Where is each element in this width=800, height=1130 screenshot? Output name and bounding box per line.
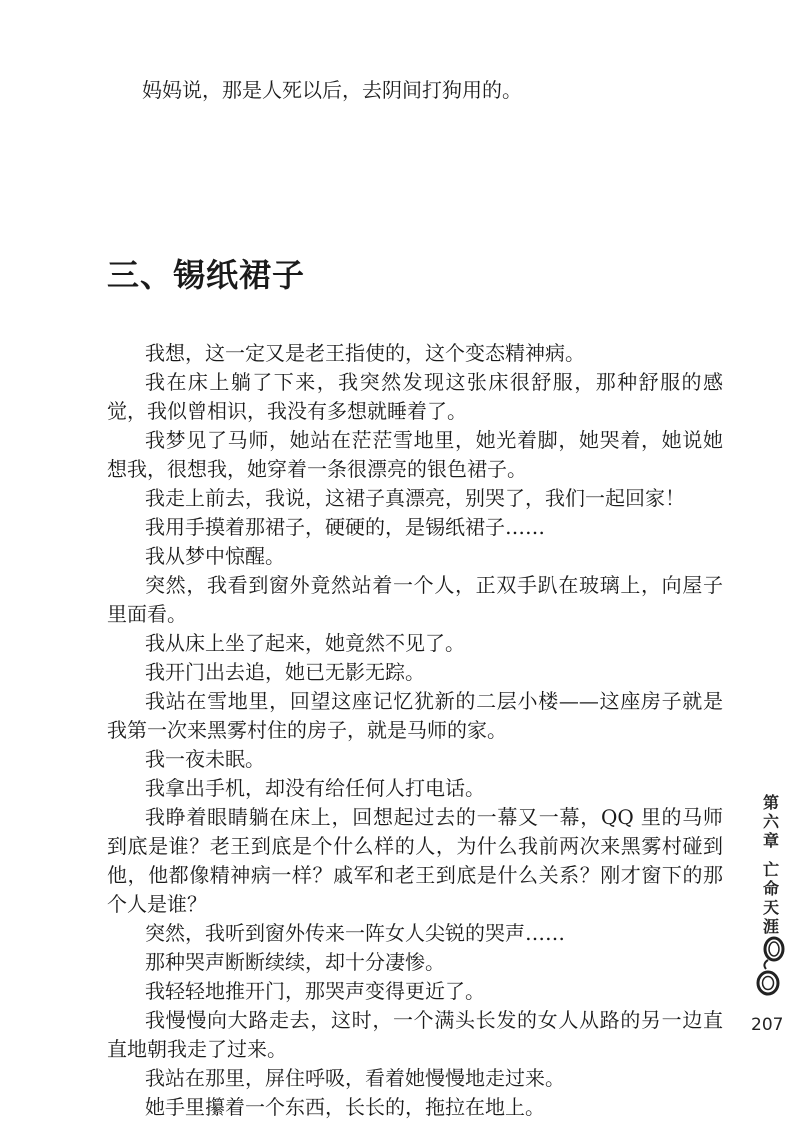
page-number: 207 [751, 1015, 784, 1035]
paragraph: 我开门出去追，她已无影无踪。 [145, 660, 425, 684]
chapter-title-char: 涯 [762, 917, 779, 936]
top-line: 妈妈说，那是人死以后，去阴间打狗用的。 [142, 78, 522, 102]
chapter-title-char: 天 [762, 898, 779, 917]
chapter-label-char: 六 [762, 812, 779, 831]
paragraph: 那种哭声断断续续，却十分凄惨。 [145, 950, 445, 974]
paragraph: 我从床上坐了起来，她竟然不见了。 [145, 631, 465, 655]
paragraph: 我慢慢向大路走去，这时，一个满头长发的女人从路的另一边直直地朝我走了过来。 [107, 1008, 723, 1061]
paragraph: 突然，我听到窗外传来一阵女人尖锐的哭声…… [145, 921, 565, 945]
section-title: 三、锡纸裙子 [107, 256, 306, 294]
paragraph: 我从梦中惊醒。 [145, 544, 285, 568]
paragraph: 我一夜未眠。 [145, 747, 265, 771]
chapter-side-tab [757, 793, 785, 936]
paragraph: 我站在雪地里，回望这座记忆犹新的二层小楼——这座房子就是我第一次来黑雾村住的房子，就是马师的家。 [107, 689, 723, 742]
paragraph: 我想，这一定又是老王指使的，这个变态精神病。 [145, 341, 585, 365]
chapter-title-char: 命 [762, 879, 779, 898]
paragraph: 她手里攥着一个东西，长长的，拖拉在地上。 [145, 1095, 545, 1119]
paragraph: 我梦见了马师，她站在茫茫雪地里，她光着脚，她哭着，她说她想我，很想我，她穿着一条很漂亮的银色裙子。 [107, 428, 723, 481]
paragraph: 突然，我看到窗外竟然站着一个人，正双手趴在玻璃上，向屋子里面看。 [107, 573, 723, 626]
paragraph: 我走上前去，我说，这裙子真漂亮，别哭了，我们一起回家！ [145, 486, 685, 510]
chapter-label-char: 第 [762, 793, 779, 812]
chapter-label-char: 章 [762, 831, 779, 850]
chapter-title-char: 亡 [762, 860, 779, 879]
paragraph: 我用手摸着那裙子，硬硬的，是锡纸裙子…… [145, 515, 545, 539]
paragraph: 我轻轻地推开门，那哭声变得更近了。 [145, 979, 485, 1003]
handcuffs-icon [754, 932, 788, 1000]
paragraph: 我拿出手机，却没有给任何人打电话。 [145, 776, 485, 800]
paragraph: 我站在那里，屏住呼吸，看着她慢慢地走过来。 [145, 1066, 565, 1090]
paragraph: 我睁着眼睛躺在床上，回想起过去的一幕又一幕，QQ 里的马师到底是谁？老王到底是个什么样的人，为什么我前两次来黑雾村碰到他，他都像精神病一样？戚军和老王到底是什么关系？刚才窗下的那个人是谁？ [107, 805, 723, 916]
body-text [107, 339, 723, 1122]
paragraph: 我在床上躺了下来，我突然发现这张床很舒服，那种舒服的感觉，我似曾相识，我没有多想就睡着了。 [107, 370, 723, 423]
